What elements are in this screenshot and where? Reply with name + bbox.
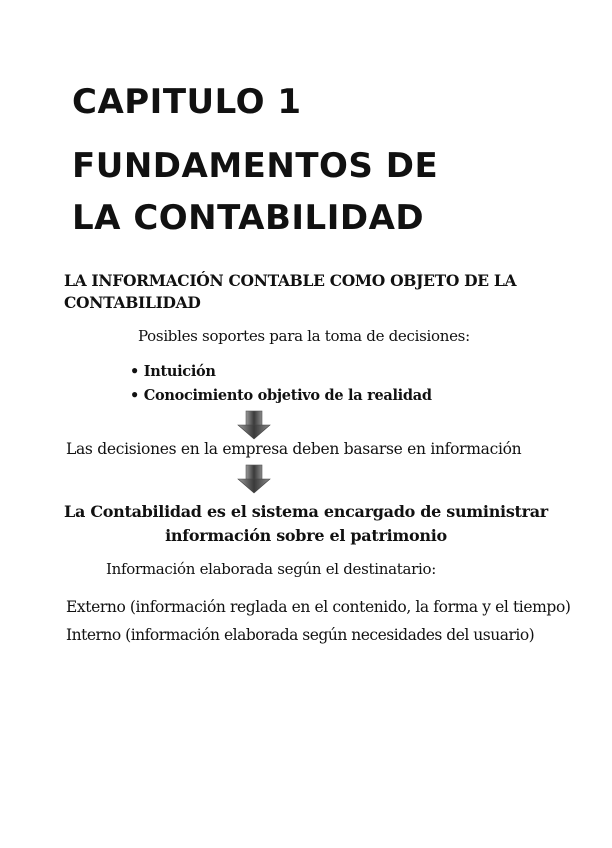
- supports-intro: Posibles soportes para la toma de decisiones:: [138, 327, 470, 345]
- internal-info: Interno (información elaborada según necesidades del usuario): [66, 626, 535, 644]
- external-info: Externo (información reglada en el contenido, la forma y el tiempo): [66, 598, 571, 616]
- section-heading: [64, 270, 516, 314]
- chapter-title-line: FUNDAMENTOS DE: [72, 146, 439, 186]
- chapter-title: [72, 140, 552, 244]
- supports-list: [130, 360, 432, 408]
- section-heading-line: LA INFORMACIÓN CONTABLE COMO OBJETO DE LA: [64, 271, 517, 290]
- definition-line: información sobre el patrimonio: [165, 526, 447, 545]
- down-arrow-icon: [236, 410, 272, 440]
- info-by-recipient: Información elaborada según el destinatario:: [106, 560, 436, 578]
- list-item: • Intuición: [130, 360, 432, 384]
- accounting-definition: [0, 500, 612, 548]
- down-arrow-icon: [236, 464, 272, 494]
- definition-line: La Contabilidad es el sistema encargado de suministrar: [64, 502, 548, 521]
- list-item: • Conocimiento objetivo de la realidad: [130, 384, 432, 408]
- section-heading-line: CONTABILIDAD: [64, 293, 201, 312]
- decisions-statement: Las decisiones en la empresa deben basarse en información: [66, 440, 522, 458]
- chapter-title-line: LA CONTABILIDAD: [72, 198, 425, 238]
- chapter-label: CAPITULO 1: [72, 82, 302, 122]
